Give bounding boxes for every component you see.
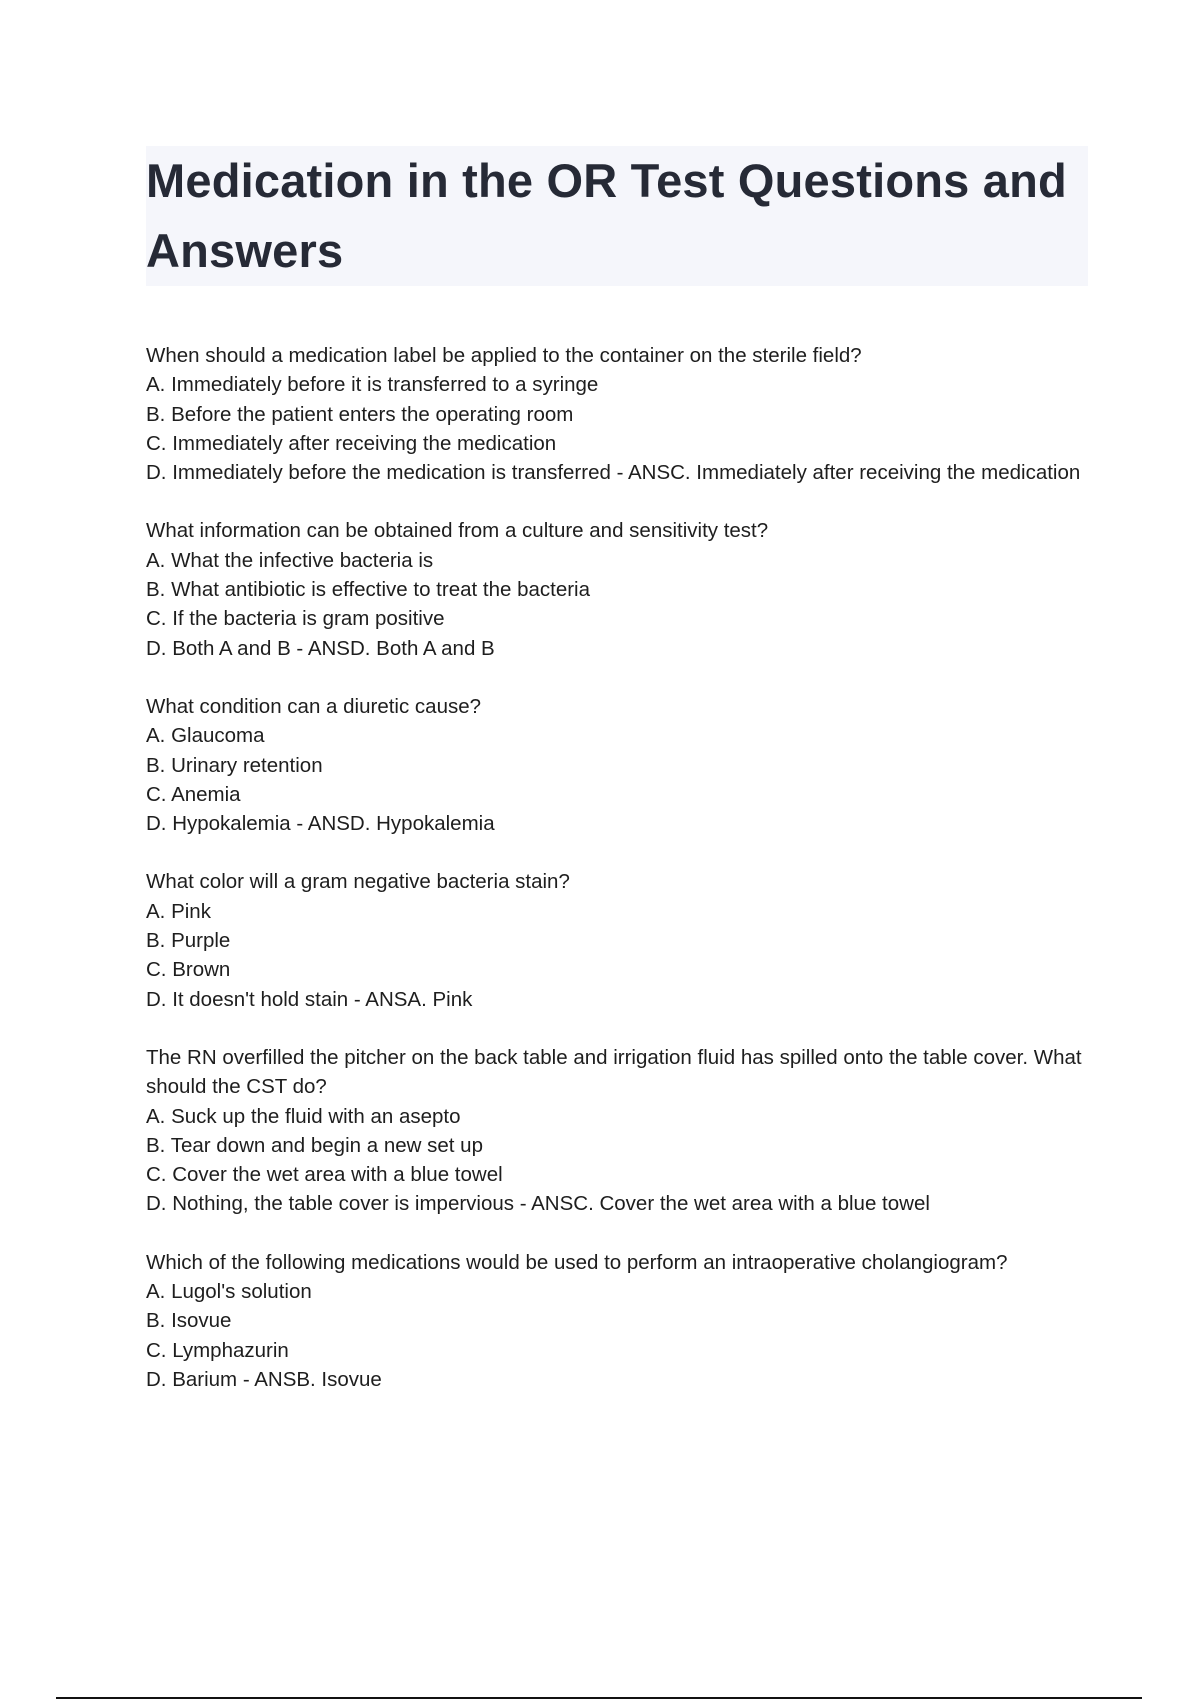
answer-option-b: B. Isovue xyxy=(146,1309,232,1333)
question-text: The RN overfilled the pitcher on the back table and irrigation fluid has spilled onto the table cover. What should the CST do? xyxy=(146,1045,1082,1099)
question-block-2 xyxy=(146,516,1088,662)
question-text: When should a medication label be applied to the container on the sterile field? xyxy=(146,344,862,367)
answer-option-a: A. Lugol's solution xyxy=(146,1280,312,1304)
answer-option-a: A. Glaucoma xyxy=(146,724,265,748)
question-text: Which of the following medications would be used to perform an intraoperative cholangiogram? xyxy=(146,1250,1008,1274)
answer-option-c: C. Immediately after receiving the medication xyxy=(146,431,557,455)
answer-option-c: C. If the bacteria is gram positive xyxy=(146,607,445,631)
answer-option-d-with-key: D. It doesn't hold stain - ANSA. Pink xyxy=(146,987,473,1011)
answer-option-d-with-key: D. Immediately before the medication is transferred - ANSC. Immediately after receiving the medication xyxy=(146,461,1081,485)
footer-divider xyxy=(56,1697,1142,1699)
question-block-1 xyxy=(146,341,1088,487)
answer-option-d-with-key: D. Barium - ANSB. Isovue xyxy=(146,1367,382,1391)
answer-option-a: A. Pink xyxy=(146,899,211,923)
question-text: What condition can a diuretic cause? xyxy=(146,694,482,718)
answer-option-c: C. Cover the wet area with a blue towel xyxy=(146,1163,503,1187)
answer-option-c: C. Anemia xyxy=(146,782,241,806)
answer-option-a: A. Suck up the fluid with an asepto xyxy=(146,1104,461,1128)
title-block xyxy=(146,146,1088,286)
answer-option-b: B. Tear down and begin a new set up xyxy=(146,1133,483,1157)
answer-option-d-with-key: D. Hypokalemia - ANSD. Hypokalemia xyxy=(146,812,495,836)
question-block-3 xyxy=(146,692,1088,838)
question-text: What color will a gram negative bacteria stain? xyxy=(146,870,570,894)
answer-option-a: A. Immediately before it is transferred to a syringe xyxy=(146,373,599,397)
question-block-4 xyxy=(146,867,1088,1013)
answer-option-b: B. Urinary retention xyxy=(146,753,323,777)
answer-option-c: C. Brown xyxy=(146,958,231,982)
document-body xyxy=(146,341,1088,1423)
answer-option-a: A. What the infective bacteria is xyxy=(146,548,434,572)
question-text: What information can be obtained from a culture and sensitivity test? xyxy=(146,519,769,543)
answer-option-b: B. Before the patient enters the operating room xyxy=(146,402,574,426)
answer-option-b: B. What antibiotic is effective to treat the bacteria xyxy=(146,578,591,602)
page-title: Medication in the OR Test Questions and Answers xyxy=(146,154,1067,277)
question-block-6 xyxy=(146,1248,1088,1394)
answer-option-c: C. Lymphazurin xyxy=(146,1338,289,1362)
answer-option-b: B. Purple xyxy=(146,929,231,953)
answer-option-d-with-key: D. Nothing, the table cover is impervious - ANSC. Cover the wet area with a blue towel xyxy=(146,1192,930,1216)
question-block-5 xyxy=(146,1043,1088,1219)
answer-option-d-with-key: D. Both A and B - ANSD. Both A and B xyxy=(146,636,495,660)
